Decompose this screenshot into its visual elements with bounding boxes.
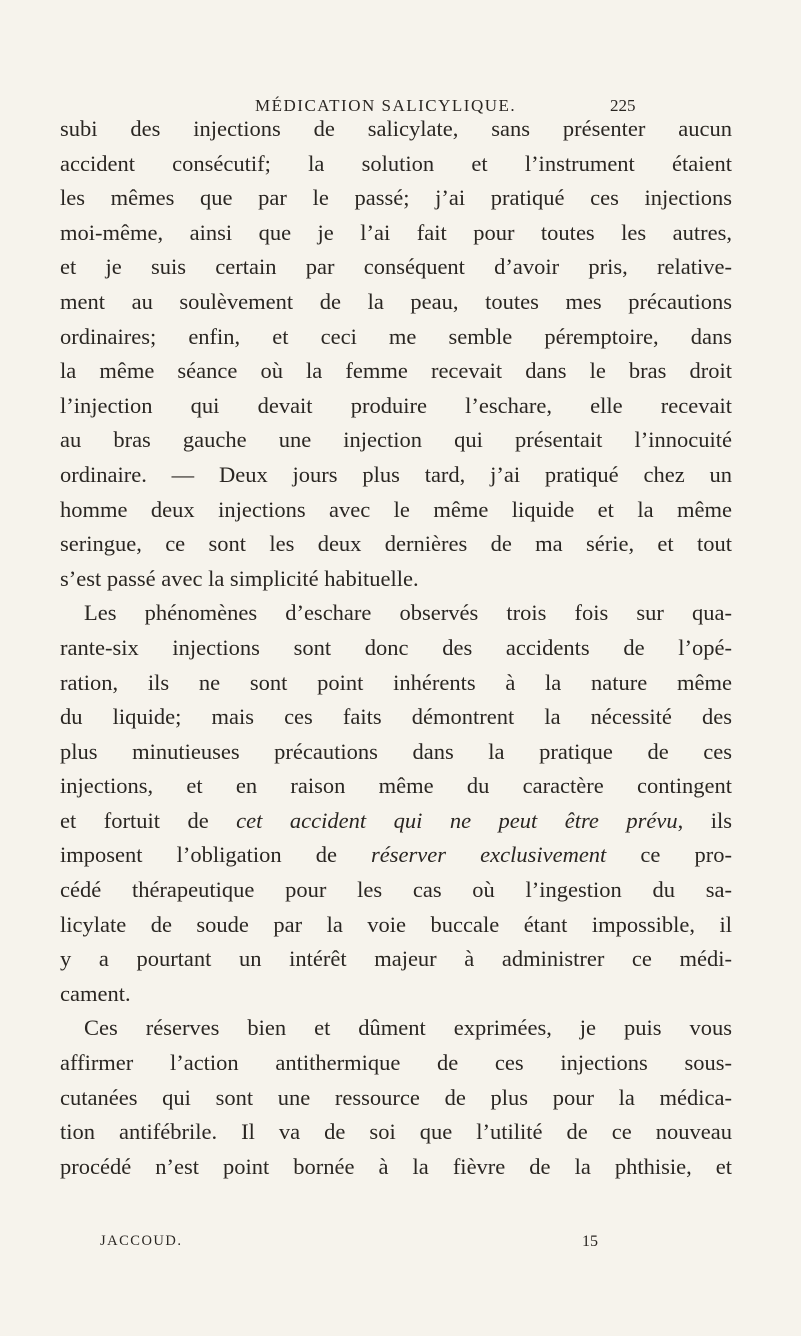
text-line <box>60 354 732 389</box>
text-line <box>60 804 732 839</box>
text-segment: plus minutieuses précautions dans la pratique de ces <box>60 738 732 764</box>
text-line <box>60 666 732 701</box>
text-segment: s’est passé avec la simplicité habituelle. <box>60 565 419 591</box>
text-segment: les mêmes que par le passé; j’ai pratiqué ces injections <box>60 185 732 211</box>
text-line <box>60 1046 732 1081</box>
text-line <box>60 562 732 597</box>
sheet-number: 15 <box>582 1233 598 1250</box>
text-segment: cament. <box>60 980 131 1006</box>
text-line <box>60 908 732 943</box>
text-segment: Ces réserves bien et dûment exprimées, je puis vous <box>84 1015 732 1041</box>
text-line <box>60 1150 732 1185</box>
text-line <box>60 838 732 873</box>
text-segment: cutanées qui sont une ressource de plus pour la médica- <box>60 1084 732 1110</box>
text-line <box>60 873 732 908</box>
text-segment: moi-même, ainsi que je l’ai fait pour toutes les autres, <box>60 219 732 245</box>
text-segment: rante-six injections sont donc des accidents de l’opé- <box>60 634 732 660</box>
text-segment: injections, et en raison même du caractère contingent <box>60 773 732 799</box>
text-segment: cédé thérapeutique pour les cas où l’ingestion du sa- <box>60 877 732 903</box>
text-line <box>60 977 732 1012</box>
text-segment: , ils <box>677 807 732 833</box>
text-line <box>60 285 732 320</box>
text-segment: tion antifébrile. Il va de soi que l’utilité de ce nouveau <box>60 1119 732 1145</box>
page-number: 225 <box>610 96 636 115</box>
text-line <box>60 112 732 147</box>
text-segment: homme deux injections avec le même liquide et la même <box>60 496 732 522</box>
text-segment: ordinaires; enfin, et ceci me semble péremptoire, dans <box>60 323 732 349</box>
page-footer <box>0 1233 801 1257</box>
text-segment: subi des injections de salicylate, sans présenter aucun <box>60 116 732 141</box>
text-line <box>60 596 732 631</box>
text-segment: l’injection qui devait produire l’eschare, elle recevait <box>60 392 732 418</box>
text-segment: du liquide; mais ces faits démontrent la nécessité des <box>60 704 732 730</box>
text-segment: ment au soulèvement de la peau, toutes mes précautions <box>60 288 732 314</box>
text-segment: imposent l’obligation de <box>60 842 372 868</box>
text-line <box>60 527 732 562</box>
body-text <box>60 112 732 1184</box>
text-segment: licylate de soude par la voie buccale étant impossible, il <box>60 911 732 937</box>
text-segment: ce pro- <box>606 842 732 868</box>
text-line <box>60 181 732 216</box>
text-line <box>60 147 732 182</box>
text-line <box>60 735 732 770</box>
text-segment: au bras gauche une injection qui présentait l’innocuité <box>60 427 732 453</box>
text-line <box>60 423 732 458</box>
text-line <box>60 458 732 493</box>
text-segment: ordinaire. — Deux jours plus tard, j’ai pratiqué chez un <box>60 461 732 487</box>
text-line <box>60 389 732 424</box>
text-line <box>60 700 732 735</box>
text-segment: affirmer l’action antithermique de ces injections sous- <box>60 1050 732 1076</box>
text-segment: et fortuit de <box>60 807 237 833</box>
text-segment: procédé n’est point bornée à la fièvre de la phthisie, et <box>60 1153 732 1179</box>
text-line <box>60 631 732 666</box>
text-line <box>60 1081 732 1116</box>
text-line <box>60 320 732 355</box>
printer-signature: JACCOUD. <box>100 1233 183 1249</box>
running-head-title: MÉDICATION SALICYLIQUE. <box>255 96 517 115</box>
text-line <box>60 769 732 804</box>
text-segment: Les phénomènes d’eschare observés trois fois sur qua- <box>84 600 732 626</box>
text-line <box>60 942 732 977</box>
italic-text-segment: cet accident qui ne peut être prévu <box>236 807 678 833</box>
text-segment: accident consécutif; la solution et l’instrument étaient <box>60 150 732 176</box>
text-line <box>60 1115 732 1150</box>
text-segment: y a pourtant un intérêt majeur à administrer ce médi- <box>60 946 732 972</box>
text-segment: ration, ils ne sont point inhérents à la nature même <box>60 669 732 695</box>
text-line <box>60 250 732 285</box>
text-line <box>60 493 732 528</box>
text-segment: seringue, ce sont les deux dernières de ma série, et tout <box>60 531 732 557</box>
text-segment: et je suis certain par conséquent d’avoir pris, relative- <box>60 254 732 280</box>
text-line <box>60 1011 732 1046</box>
text-line <box>60 216 732 251</box>
italic-text-segment: réserver exclusivement <box>371 842 607 868</box>
text-segment: la même séance où la femme recevait dans le bras droit <box>60 358 732 384</box>
